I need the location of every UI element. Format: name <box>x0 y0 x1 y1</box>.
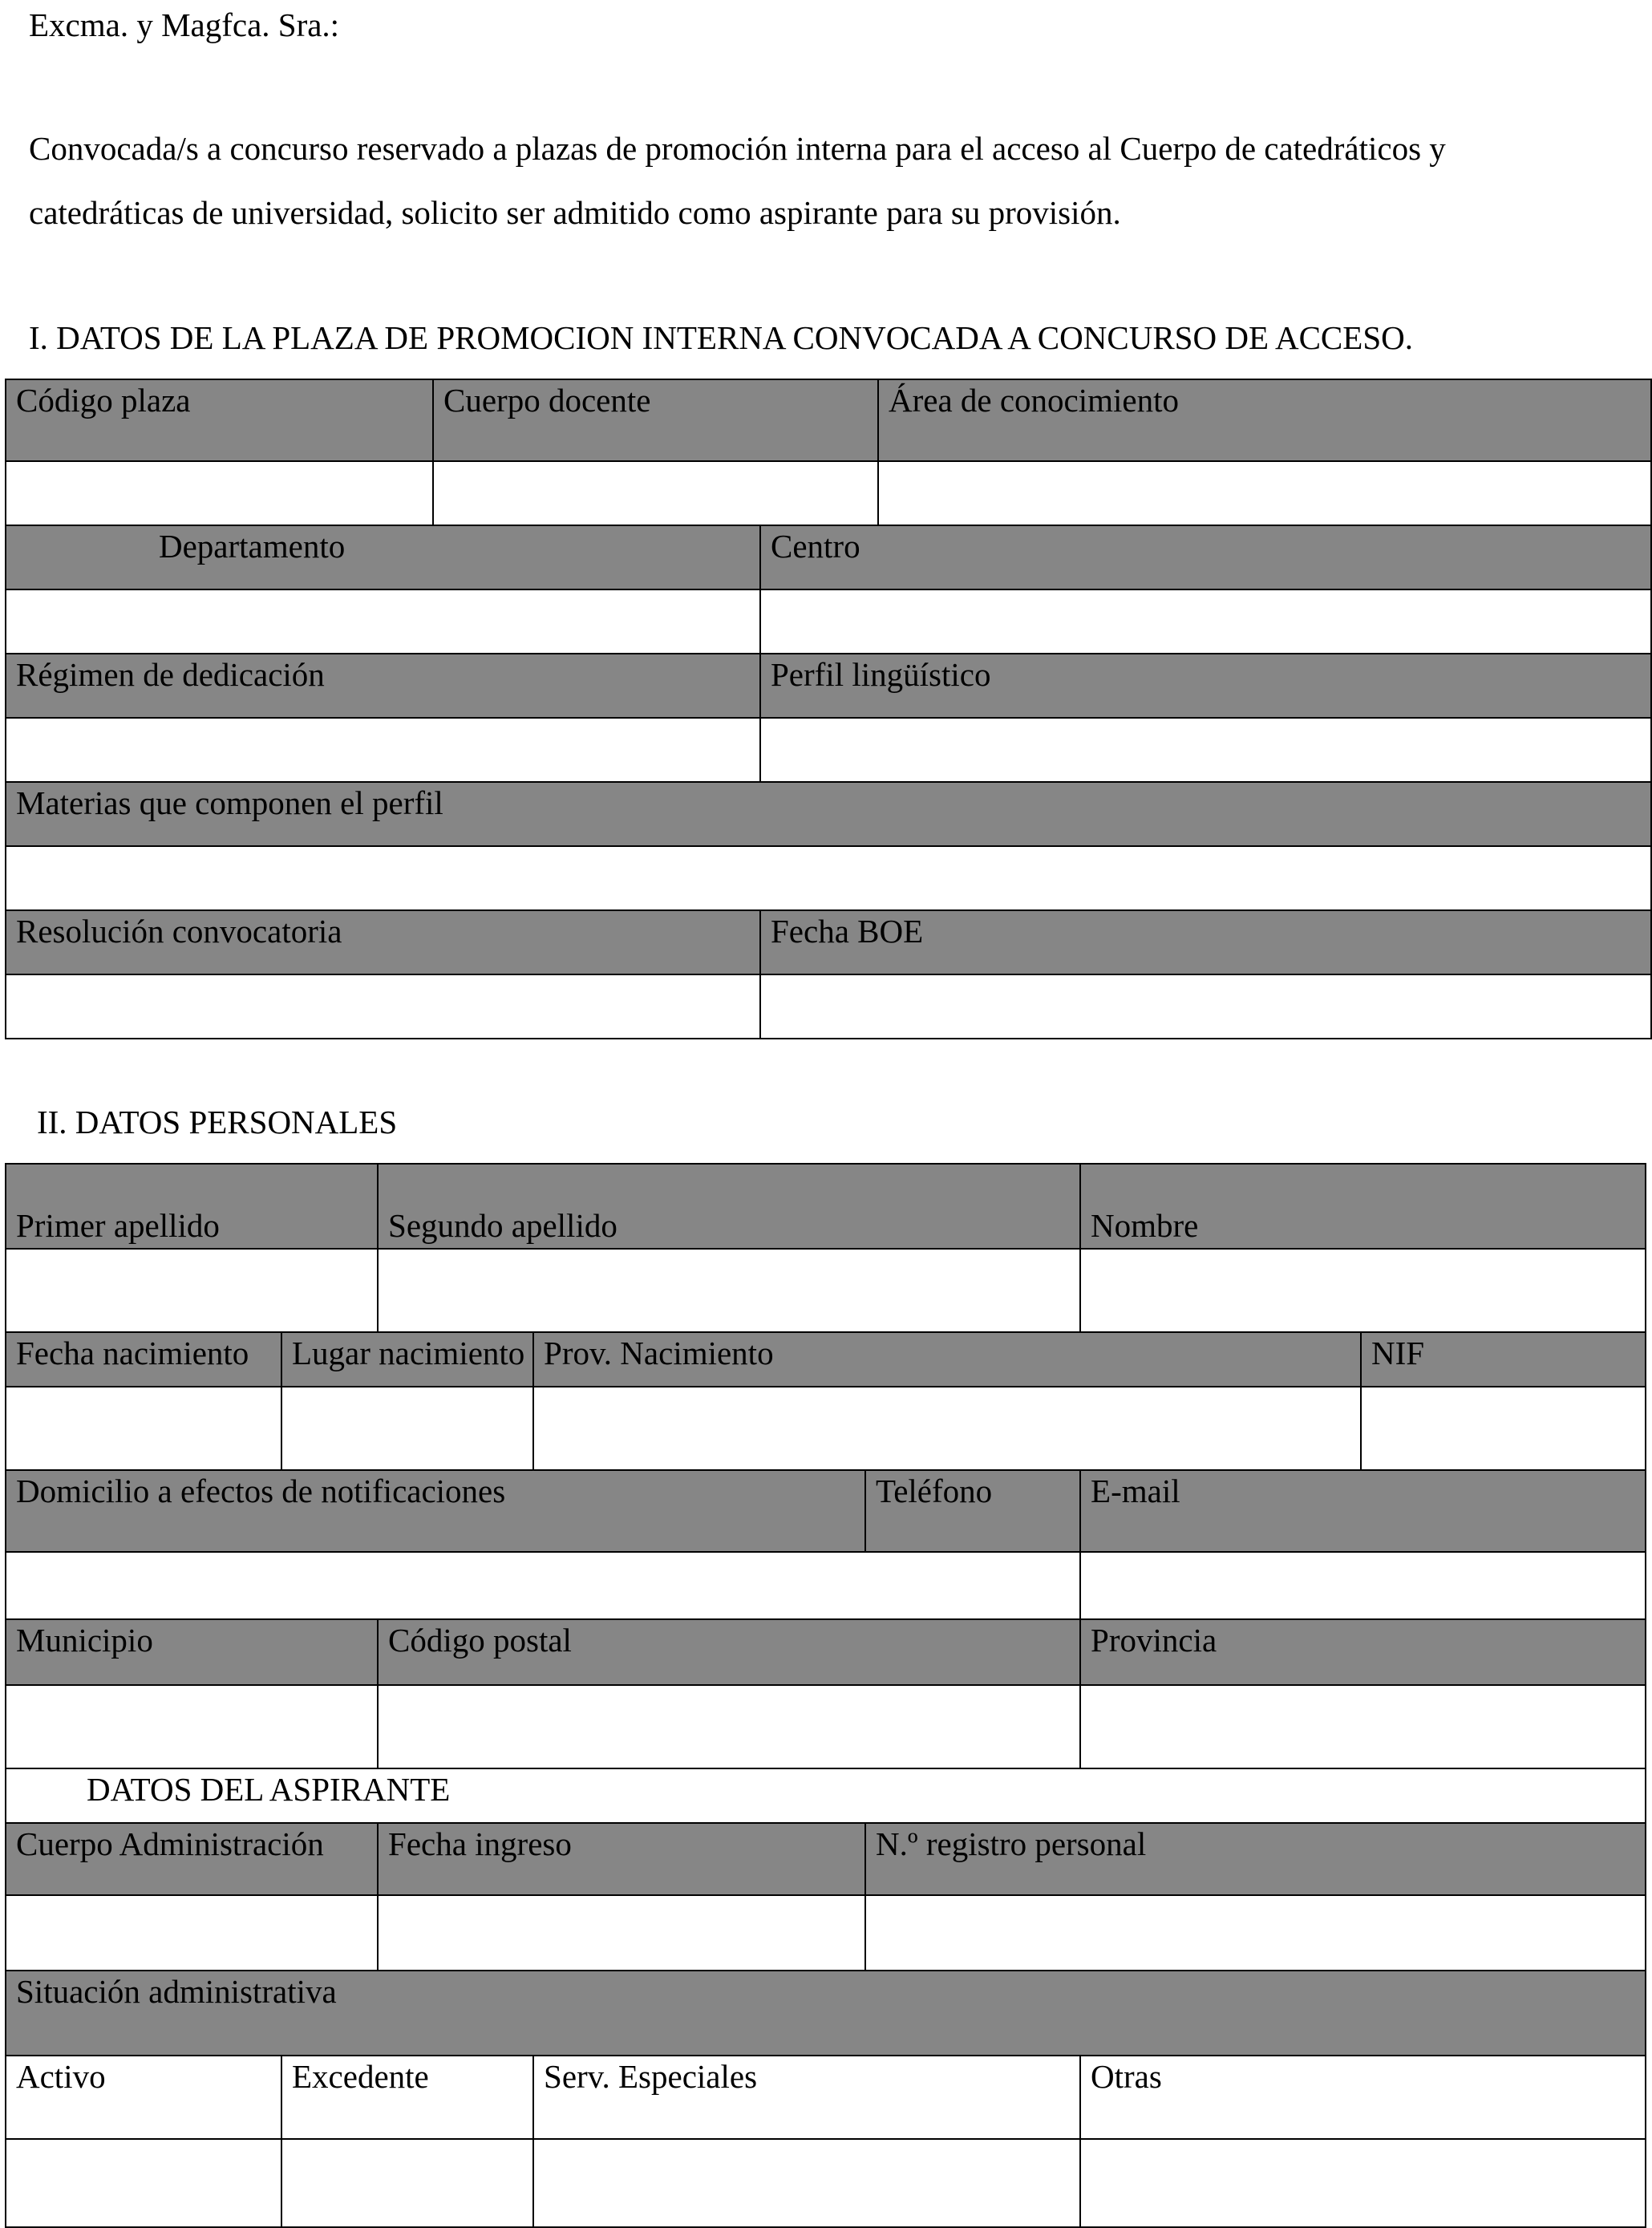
regimen-dedicacion-label: Régimen de dedicación <box>6 654 760 718</box>
email-label: E-mail <box>1080 1470 1646 1552</box>
cuerpo-docente-label: Cuerpo docente <box>433 379 878 461</box>
materias-perfil-field[interactable] <box>6 846 1651 910</box>
serv-especiales-label: Serv. Especiales <box>533 2056 1080 2139</box>
cuerpo-administracion-label: Cuerpo Administración <box>6 1823 378 1895</box>
resolucion-convocatoria-field[interactable] <box>6 974 760 1039</box>
fecha-ingreso-field[interactable] <box>378 1895 865 1971</box>
area-conocimiento-label: Área de conocimiento <box>878 379 1651 461</box>
perfil-linguistico-field[interactable] <box>760 718 1651 782</box>
excedente-field[interactable] <box>281 2139 533 2227</box>
n-registro-personal-field[interactable] <box>865 1895 1646 1971</box>
regimen-dedicacion-field[interactable] <box>6 718 760 782</box>
serv-especiales-field[interactable] <box>533 2139 1080 2227</box>
provincia-field[interactable] <box>1080 1685 1646 1768</box>
email-field[interactable] <box>1080 1552 1646 1619</box>
fecha-boe-field[interactable] <box>760 974 1651 1039</box>
cuerpo-administracion-field[interactable] <box>6 1895 378 1971</box>
primer-apellido-field[interactable] <box>6 1249 378 1332</box>
intro-line-2: catedráticas de universidad, solicito ser admitido como aspirante para su provisión. <box>29 194 1121 231</box>
municipio-field[interactable] <box>6 1685 378 1768</box>
nif-field[interactable] <box>1361 1387 1646 1470</box>
cuerpo-docente-field[interactable] <box>433 461 878 525</box>
codigo-postal-label: Código postal <box>378 1619 1080 1685</box>
fecha-boe-label: Fecha BOE <box>760 910 1651 974</box>
domicilio-label: Domicilio a efectos de notificaciones <box>6 1470 865 1552</box>
codigo-postal-field[interactable] <box>378 1685 1080 1768</box>
prov-nacimiento-label: Prov. Nacimiento <box>533 1332 1361 1387</box>
lugar-nacimiento-field[interactable] <box>281 1387 533 1470</box>
codigo-plaza-field[interactable] <box>6 461 433 525</box>
section-2-title: II. DATOS PERSONALES <box>37 1104 398 1140</box>
datos-aspirante-heading: DATOS DEL ASPIRANTE <box>6 1768 1646 1823</box>
nombre-field[interactable] <box>1080 1249 1646 1332</box>
perfil-linguistico-label: Perfil lingüístico <box>760 654 1651 718</box>
departamento-label: Departamento <box>6 525 760 589</box>
primer-apellido-label: Primer apellido <box>6 1164 378 1249</box>
otras-label: Otras <box>1080 2056 1646 2139</box>
fecha-ingreso-label: Fecha ingreso <box>378 1823 865 1895</box>
centro-label: Centro <box>760 525 1651 589</box>
situacion-administrativa-label: Situación administrativa <box>6 1971 1646 2056</box>
telefono-label: Teléfono <box>865 1470 1080 1552</box>
activo-label: Activo <box>6 2056 281 2139</box>
plaza-table <box>5 379 1652 1039</box>
area-conocimiento-field[interactable] <box>878 461 1651 525</box>
materias-perfil-label: Materias que componen el perfil <box>6 782 1651 846</box>
prov-nacimiento-field[interactable] <box>533 1387 1361 1470</box>
section-1-title: I. DATOS DE LA PLAZA DE PROMOCION INTERNA CONVOCADA A CONCURSO DE ACCESO. <box>29 319 1413 356</box>
fecha-nacimiento-field[interactable] <box>6 1387 281 1470</box>
lugar-nacimiento-label: Lugar nacimiento <box>281 1332 533 1387</box>
activo-field[interactable] <box>6 2139 281 2227</box>
otras-field[interactable] <box>1080 2139 1646 2227</box>
excedente-label: Excedente <box>281 2056 533 2139</box>
resolucion-convocatoria-label: Resolución convocatoria <box>6 910 760 974</box>
centro-field[interactable] <box>760 589 1651 654</box>
nombre-label: Nombre <box>1080 1164 1646 1249</box>
segundo-apellido-label: Segundo apellido <box>378 1164 1080 1249</box>
domicilio-field[interactable] <box>6 1552 1080 1619</box>
n-registro-personal-label: N.º registro personal <box>865 1823 1646 1895</box>
nif-label: NIF <box>1361 1332 1646 1387</box>
municipio-label: Municipio <box>6 1619 378 1685</box>
personal-data-table <box>5 1163 1646 2228</box>
fecha-nacimiento-label: Fecha nacimiento <box>6 1332 281 1387</box>
departamento-field[interactable] <box>6 589 760 654</box>
segundo-apellido-field[interactable] <box>378 1249 1080 1332</box>
intro-line-1: Convocada/s a concurso reservado a plazas de promoción interna para el acceso al Cuerpo de catedráticos y <box>29 130 1446 167</box>
salutation: Excma. y Magfca. Sra.: <box>29 6 340 43</box>
codigo-plaza-label: Código plaza <box>6 379 433 461</box>
provincia-label: Provincia <box>1080 1619 1646 1685</box>
